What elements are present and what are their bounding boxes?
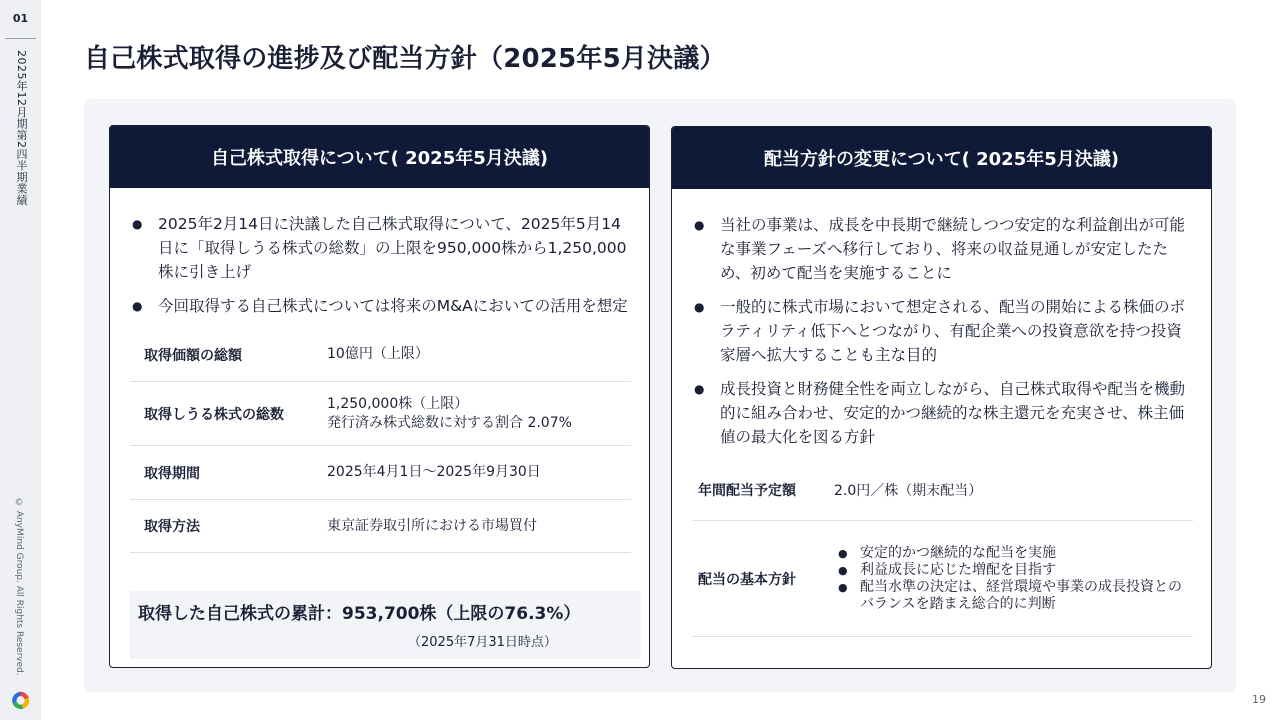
copyright-text: © AnyMind Group. All Rights Reserved.	[14, 498, 24, 676]
row-value: 2025年4月1日〜2025年9月30日	[327, 464, 541, 480]
as-of-date: （2025年7月31日時点）	[408, 635, 557, 650]
table-row	[130, 446, 631, 500]
left-rail	[0, 0, 41, 720]
rail-divider	[5, 38, 36, 39]
list-item: ● 安定的かつ継続的な配当を実施	[838, 544, 1056, 561]
table-row	[692, 521, 1193, 637]
bullet-dot-icon: ●	[838, 580, 848, 594]
row-value: 1,250,000株（上限） 発行済み株式総数に対する割合 2.07%	[327, 395, 572, 431]
period-label: 2025年12月期第2四半期業績	[15, 50, 28, 206]
table-row	[130, 382, 631, 446]
bullet-dot-icon: ●	[694, 382, 705, 396]
list-item: ● 配当水準の決定は、経営環境や事業の成長投資とのバランスを踏まえ総合的に判断	[838, 578, 1182, 612]
buyback-details-table	[130, 328, 631, 553]
bullet-dot-icon: ●	[694, 218, 705, 232]
row-value: 2.0円／株（期末配当）	[834, 482, 983, 499]
row-value	[834, 545, 1193, 613]
share-buyback-card-header: 自己株式取得について( 2025年5月決議)	[110, 126, 649, 188]
bullet-item: ● 一般的に株式市場において想定される、配当の開始による株価のボラティリティ低下へとつながり、有配企業への投資意欲を持つ投資家層へ拡大することも主な目的	[694, 295, 1191, 367]
company-logo-icon	[10, 690, 31, 711]
table-row	[130, 328, 631, 382]
bullet-dot-icon: ●	[694, 300, 705, 314]
bullet-item: ● 今回取得する自己株式については将来のM&Aにおいての活用を想定	[132, 294, 629, 318]
row-key: 取得しうる株式の総数	[144, 406, 284, 423]
dividend-policy-card-header: 配当方針の変更について( 2025年5月決議)	[672, 127, 1211, 189]
dividend-details-table	[692, 459, 1193, 637]
table-row	[130, 500, 631, 553]
share-buyback-bullets	[110, 188, 649, 318]
section-number: 01	[12, 12, 29, 25]
row-key: 取得期間	[144, 465, 200, 482]
bullet-item: ● 2025年2月14日に決議した自己株式取得について、2025年5月14日に「取得しうる株式の総数」の上限を950,000株から1,250,000株に引き上げ	[132, 212, 629, 284]
table-row	[692, 459, 1193, 521]
list-item: ● 利益成長に応じた増配を目指す	[838, 561, 1056, 578]
row-key: 配当の基本方針	[698, 571, 796, 588]
row-value: 10億円（上限）	[327, 346, 429, 362]
bullet-dot-icon: ●	[838, 563, 848, 577]
bullet-dot-icon: ●	[132, 299, 143, 313]
bullet-item: ● 成長投資と財務健全性を両立しながら、自己株式取得や配当を機動的に組み合わせ、安定的かつ継続的な株主還元を充実させ、株主価値の最大化を図る方針	[694, 377, 1191, 449]
row-key: 取得価額の総額	[144, 347, 242, 364]
bullet-item: ● 当社の事業は、成長を中長期で継続しつつ安定的な利益創出が可能な事業フェーズへ移行しており、将来の収益見通しが安定したため、初めて配当を実施することに	[694, 213, 1191, 285]
dividend-policy-bullets	[672, 189, 1211, 449]
cumulative-buyback-total: 取得した自己株式の累計：953,700株（上限の76.3%）	[138, 604, 581, 624]
dividend-policy-card	[671, 126, 1212, 669]
page-title: 自己株式取得の進捗及び配当方針（2025年5月決議）	[84, 44, 726, 74]
cumulative-buyback-summary	[130, 591, 641, 659]
page-number: 19	[1252, 693, 1266, 706]
bullet-dot-icon: ●	[132, 217, 143, 231]
bullet-dot-icon: ●	[838, 546, 848, 560]
row-key: 年間配当予定額	[698, 482, 796, 499]
row-value: 東京証券取引所における市場買付	[327, 517, 537, 534]
basic-policy-list	[834, 545, 1193, 613]
row-key: 取得方法	[144, 519, 200, 535]
share-buyback-card	[109, 125, 650, 668]
